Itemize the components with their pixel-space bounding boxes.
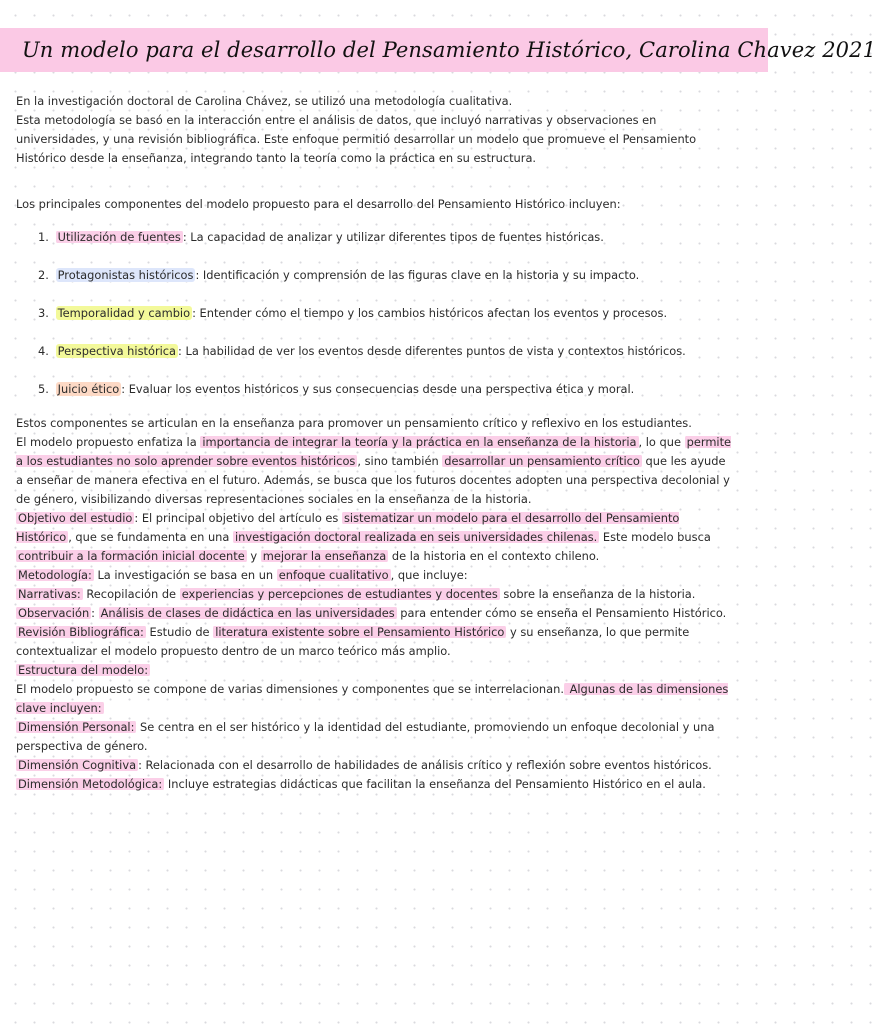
- component-term: Perspectiva histórica: [57, 344, 177, 358]
- text: Se centra en el ser histórico y la identidad del estudiante, promoviendo un enfoque decolonial y una perspectiva de género.: [16, 720, 715, 753]
- text: , que incluye:: [390, 568, 468, 582]
- section-label: Observación: [18, 606, 90, 620]
- text: Estudio de: [145, 625, 214, 639]
- components-outro: Estos componentes se articulan en la enseñanza para promover un pensamiento crítico y reflexivo en los estudiantes.: [16, 416, 692, 430]
- highlight: mejorar la enseñanza: [262, 549, 387, 563]
- text: , lo que: [638, 435, 685, 449]
- separator: :: [195, 268, 200, 282]
- text: Recopilación de: [82, 587, 180, 601]
- highlight: Algunas de las dimensiones clave incluyen:: [16, 682, 729, 715]
- text: de la historia en el contexto chileno.: [388, 549, 600, 563]
- list-number: 1.: [38, 230, 49, 244]
- dimension-methodological: [16, 775, 736, 794]
- document-body: [16, 92, 736, 794]
- separator: :: [182, 230, 187, 244]
- component-description: Evaluar los eventos históricos y sus consecuencias desde una perspectiva ética y moral.: [125, 382, 635, 396]
- list-item: [16, 304, 736, 323]
- list-item: [16, 266, 736, 285]
- text: El modelo propuesto se compone de varias dimensiones y componentes que se interrelacionan.: [16, 682, 564, 696]
- highlight: desarrollar un pensamiento crítico: [444, 454, 640, 468]
- section-label: Revisión Bibliográfica:: [18, 625, 144, 639]
- highlight: contribuir a la formación inicial docente: [18, 549, 245, 563]
- model-paragraph: [16, 433, 736, 509]
- text: , sino también: [357, 454, 443, 468]
- page-title: Un modelo para el desarrollo del Pensamiento Histórico, Carolina Chavez 2021: [22, 38, 876, 62]
- text: y su enseñanza, lo que permite contextualizar el modelo propuesto dentro de un marco teórico más amplio.: [16, 625, 690, 658]
- list-item: [16, 342, 736, 361]
- structure-heading: [16, 661, 736, 680]
- intro-paragraph: Esta metodología se basó en la interacción entre el análisis de datos, que incluyó narrativas y observaciones en universidades, y una revisión bibliográfica. Este enfoque permitió desarrollar un modelo que promueve el Pensamiento Histórico desde la enseñanza, integrando tanto la teoría como la práctica en su estructura.: [16, 113, 697, 165]
- section-label: Dimensión Metodológica:: [18, 777, 163, 791]
- review-paragraph: [16, 623, 736, 661]
- list-item: [16, 228, 736, 247]
- list-number: 4.: [38, 344, 49, 358]
- separator: :: [178, 344, 182, 358]
- section-label: Metodología:: [18, 568, 92, 582]
- dimension-personal: [16, 718, 736, 756]
- list-number: 3.: [38, 306, 49, 320]
- component-term: Protagonistas históricos: [57, 268, 194, 282]
- component-description: La habilidad de ver los eventos desde diferentes puntos de vista y contextos históricos.: [181, 344, 686, 358]
- component-term: Utilización de fuentes: [57, 230, 181, 244]
- dimension-cognitive: [16, 756, 736, 775]
- intro-line-1: En la investigación doctoral de Carolina Chávez, se utilizó una metodología cualitativa.: [16, 94, 513, 108]
- text: : El principal objetivo del artículo es: [134, 511, 342, 525]
- component-description: Entender cómo el tiempo y los cambios históricos afectan los eventos y procesos.: [195, 306, 668, 320]
- list-number: 5.: [38, 382, 49, 396]
- section-label: Objetivo del estudio: [18, 511, 133, 525]
- section-label: Dimensión Cognitiva: [18, 758, 137, 772]
- separator: :: [192, 306, 196, 320]
- components-intro: Los principales componentes del modelo propuesto para el desarrollo del Pensamiento Histórico incluyen:: [16, 197, 621, 211]
- observation-paragraph: [16, 604, 736, 623]
- section-label: Dimensión Personal:: [18, 720, 135, 734]
- methodology-paragraph: [16, 566, 736, 585]
- highlight: Análisis de clases de didáctica en las universidades: [100, 606, 395, 620]
- highlight: permite a los estudiantes no solo aprender sobre eventos históricos: [16, 435, 732, 468]
- text: : Relacionada con el desarrollo de habilidades de análisis crítico y reflexión sobre eventos históricos.: [138, 758, 712, 772]
- highlight: enfoque cualitativo: [278, 568, 389, 582]
- component-term: Juicio ético: [57, 382, 120, 396]
- highlight: literatura existente sobre el Pensamiento Histórico: [215, 625, 505, 639]
- text: La investigación se basa en un: [93, 568, 277, 582]
- section-label: Estructura del modelo:: [18, 663, 149, 677]
- component-term: Temporalidad y cambio: [57, 306, 191, 320]
- component-description: La capacidad de analizar y utilizar diferentes tipos de fuentes históricas.: [186, 230, 604, 244]
- text: y: [246, 549, 261, 563]
- text: Incluye estrategias didácticas que facilitan la enseñanza del Pensamiento Histórico en el aula.: [164, 777, 706, 791]
- text: , que se fundamenta en una: [68, 530, 234, 544]
- text: sobre la enseñanza de la historia.: [499, 587, 696, 601]
- text: El modelo propuesto enfatiza la: [16, 435, 201, 449]
- narratives-paragraph: [16, 585, 736, 604]
- section-label: Narrativas:: [18, 587, 81, 601]
- highlight: investigación doctoral realizada en seis universidades chilenas.: [235, 530, 598, 544]
- component-description: Identificación y comprensión de las figuras clave en la historia y su impacto.: [199, 268, 640, 282]
- components-list: [16, 228, 736, 399]
- list-number: 2.: [38, 268, 49, 282]
- text: para entender cómo se enseña el Pensamiento Histórico.: [396, 606, 727, 620]
- structure-paragraph: [16, 680, 736, 718]
- highlight: importancia de integrar la teoría y la práctica en la enseñanza de la historia: [202, 435, 637, 449]
- separator: :: [121, 382, 126, 396]
- highlight: sistematizar un modelo para el desarrollo del Pensamiento Histórico: [16, 511, 680, 544]
- list-item: [16, 380, 736, 399]
- objective-paragraph: [16, 509, 736, 566]
- text: que les ayude a enseñar de manera efectiva en el futuro. Además, se busca que los futuros docentes adopten una perspectiva decolonial y de género, visibilizando diversas representaciones sociales en la enseñanza de la historia.: [16, 454, 730, 506]
- text: :: [91, 606, 99, 620]
- highlight: experiencias y percepciones de estudiantes y docentes: [181, 587, 498, 601]
- text: Este modelo busca: [599, 530, 711, 544]
